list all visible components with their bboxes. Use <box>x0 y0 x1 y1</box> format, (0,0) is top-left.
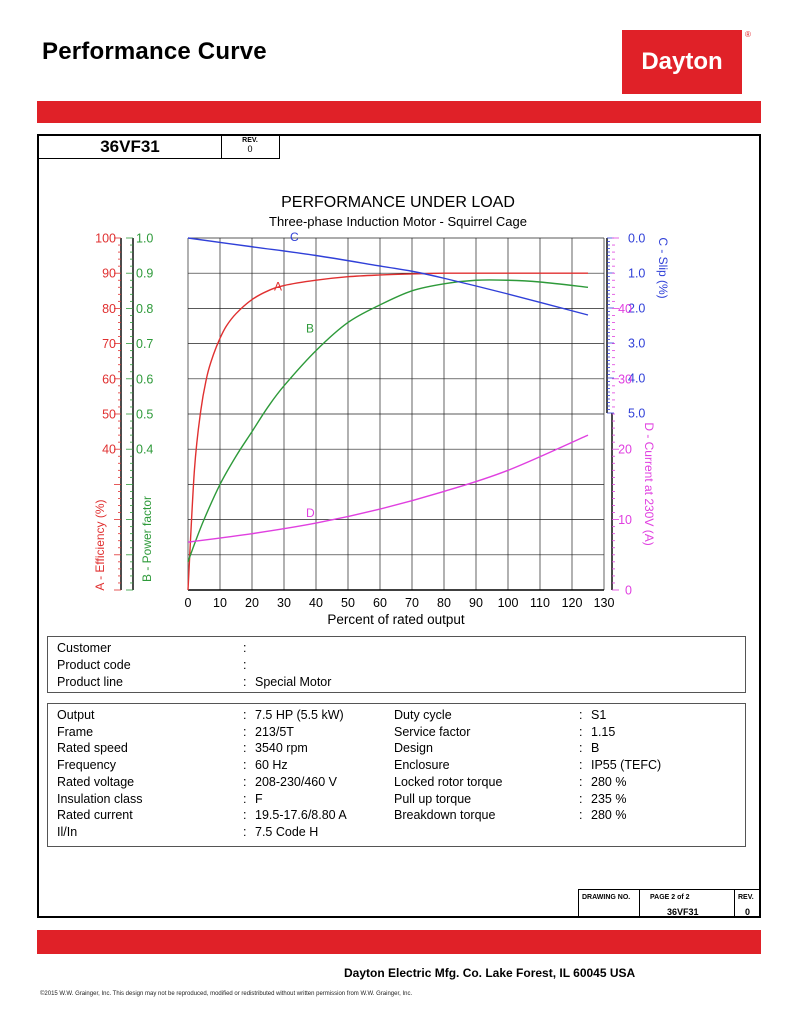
chart-series <box>188 230 588 590</box>
spec-label: Breakdown torque <box>394 808 496 823</box>
spec-colon: : <box>579 708 583 722</box>
spec-label: Pull up torque <box>394 791 472 806</box>
x-tick-label: 120 <box>561 596 583 610</box>
x-tick-label: 60 <box>373 596 387 610</box>
spec-value: 235 % <box>591 791 627 806</box>
x-tick-label: 80 <box>437 596 451 610</box>
current-tick-label: 20 <box>618 442 632 457</box>
registered-mark: ® <box>745 30 751 39</box>
efficiency-tick-label: 60 <box>102 372 116 387</box>
spec-value: S1 <box>591 708 607 722</box>
current-tick-label: 40 <box>618 301 632 316</box>
spec-colon: : <box>579 724 583 739</box>
x-tick-label: 90 <box>469 596 483 610</box>
series-A-label: A <box>274 279 283 294</box>
series-B-label: B <box>306 321 315 336</box>
bottom-red-bar <box>37 930 761 954</box>
spec-value: 280 % <box>591 808 627 823</box>
slip-tick-label: 4.0 <box>628 371 646 386</box>
spec-label: Rated speed <box>57 741 128 756</box>
customer-field-label: Customer <box>57 641 112 655</box>
customer-field-colon: : <box>243 641 247 655</box>
current-tick-label: 0 <box>625 583 632 598</box>
drawing-no-cell <box>578 889 639 918</box>
power-factor-tick-label: 1.0 <box>136 231 154 246</box>
series-D-line <box>188 435 588 542</box>
spec-value: 19.5-17.6/8.80 A <box>255 808 347 823</box>
efficiency-tick-label: 50 <box>102 407 116 422</box>
footer-rev-value: 0 <box>745 907 751 917</box>
customer-field-value: Special Motor <box>255 675 332 689</box>
spec-colon: : <box>243 708 247 722</box>
spec-label: Enclosure <box>394 758 450 773</box>
efficiency-tick-label: 80 <box>102 301 116 316</box>
power-factor-axis-title: B - Power factor <box>140 495 154 583</box>
spec-label: Rated voltage <box>57 774 135 789</box>
power-factor-tick-label: 0.4 <box>136 442 154 457</box>
page-cell <box>639 889 734 918</box>
spec-colon: : <box>243 741 247 756</box>
chart-axes <box>93 232 670 611</box>
slip-tick-label: 2.0 <box>628 301 646 316</box>
chart-subtitle: Three-phase Induction Motor - Squirrel Cage <box>269 214 527 229</box>
spec-colon: : <box>579 791 583 806</box>
spec-label: Frame <box>57 724 94 739</box>
spec-value: B <box>591 741 600 756</box>
logo-text: Dayton <box>641 48 723 75</box>
power-factor-tick-label: 0.8 <box>136 301 154 316</box>
spec-label: Rated current <box>57 808 133 823</box>
spec-value: 60 Hz <box>255 758 288 773</box>
spec-colon: : <box>579 774 583 789</box>
company-address: Dayton Electric Mfg. Co. Lake Forest, IL 60045 USA <box>344 966 636 980</box>
spec-value: 3540 rpm <box>255 741 308 756</box>
power-factor-tick-label: 0.9 <box>136 266 154 281</box>
customer-field-label: Product code <box>57 658 131 672</box>
spec-colon: : <box>243 758 247 773</box>
x-tick-label: 50 <box>341 596 355 610</box>
spec-value: IP55 (TEFC) <box>591 758 662 773</box>
series-D-label: D <box>306 506 315 521</box>
efficiency-tick-label: 90 <box>102 266 116 281</box>
current-axis-title: D - Current at 230V (A) <box>642 422 656 546</box>
spec-value: F <box>255 791 263 806</box>
slip-tick-label: 3.0 <box>628 336 646 351</box>
power-factor-tick-label: 0.7 <box>136 337 154 352</box>
x-tick-label: 130 <box>593 596 615 610</box>
spec-colon: : <box>243 808 247 823</box>
efficiency-axis-title: A - Efficiency (%) <box>93 499 107 591</box>
spec-label: Frequency <box>57 758 117 773</box>
rev-label: REV. <box>242 137 258 144</box>
current-tick-label: 30 <box>618 372 632 387</box>
spec-colon: : <box>243 791 247 806</box>
spec-value: 208-230/460 V <box>255 774 338 789</box>
customer-info-box <box>47 636 746 693</box>
efficiency-tick-label: 100 <box>95 231 116 246</box>
drawing-number: 36VF31 <box>667 907 699 917</box>
page-title: Performance Curve <box>42 38 267 65</box>
customer-field-colon: : <box>243 675 247 689</box>
footer-rev-cell <box>734 889 761 918</box>
spec-label: Service factor <box>394 724 471 739</box>
spec-colon: : <box>243 724 247 739</box>
chart-title: PERFORMANCE UNDER LOAD <box>281 194 515 211</box>
spec-label: Insulation class <box>57 791 143 806</box>
spec-label: Duty cycle <box>394 708 452 722</box>
spec-colon: : <box>579 741 583 756</box>
spec-value: 7.5 HP (5.5 kW) <box>255 708 344 722</box>
spec-value: 280 % <box>591 774 627 789</box>
chart-grid <box>188 238 604 590</box>
x-axis-label: Percent of rated output <box>327 612 465 627</box>
customer-field-colon: : <box>243 658 247 672</box>
customer-field-label: Product line <box>57 675 124 689</box>
spec-value: 213/5T <box>255 724 294 739</box>
rev-value: 0 <box>247 144 253 154</box>
drawing-no-label: DRAWING NO. <box>582 894 631 901</box>
current-tick-label: 10 <box>618 513 632 528</box>
slip-tick-label: 1.0 <box>628 266 646 281</box>
spec-label: Output <box>57 708 95 722</box>
spec-label: Design <box>394 741 433 756</box>
x-tick-label: 110 <box>530 596 550 610</box>
specs-box <box>47 703 746 847</box>
slip-tick-label: 0.0 <box>628 231 646 246</box>
spec-colon: : <box>243 774 247 789</box>
copyright-notice: ©2015 W.W. Grainger, Inc. This design may not be reproduced, modified or redistributed without written permission from W.W. Grainger, Inc. <box>40 991 413 997</box>
x-tick-label: 0 <box>184 596 192 610</box>
x-tick-label: 30 <box>277 596 291 610</box>
efficiency-tick-label: 40 <box>102 442 116 457</box>
drawing-block <box>578 889 761 918</box>
power-factor-tick-label: 0.5 <box>136 407 154 422</box>
spec-value: 1.15 <box>591 724 616 739</box>
x-tick-label: 20 <box>245 596 259 610</box>
spec-label: Il/In <box>57 824 78 839</box>
spec-colon: : <box>579 758 583 773</box>
efficiency-tick-label: 70 <box>102 337 116 352</box>
spec-colon: : <box>243 824 247 839</box>
slip-axis-title: C - Slip (%) <box>656 237 670 299</box>
spec-value: 7.5 Code H <box>255 824 319 839</box>
slip-tick-label: 5.0 <box>628 406 646 421</box>
x-tick-label: 10 <box>213 596 227 610</box>
spec-colon: : <box>579 808 583 823</box>
model-number: 36VF31 <box>39 136 222 159</box>
spec-label: Locked rotor torque <box>394 774 503 789</box>
series-C-label: C <box>290 230 299 244</box>
series-A-line <box>188 273 588 590</box>
x-tick-label: 70 <box>405 596 419 610</box>
power-factor-tick-label: 0.6 <box>136 372 154 387</box>
x-tick-label: 40 <box>309 596 323 610</box>
x-tick-label: 100 <box>497 596 519 610</box>
page-label: PAGE 2 of 2 <box>650 894 690 901</box>
footer-rev-label: REV. <box>738 894 754 901</box>
